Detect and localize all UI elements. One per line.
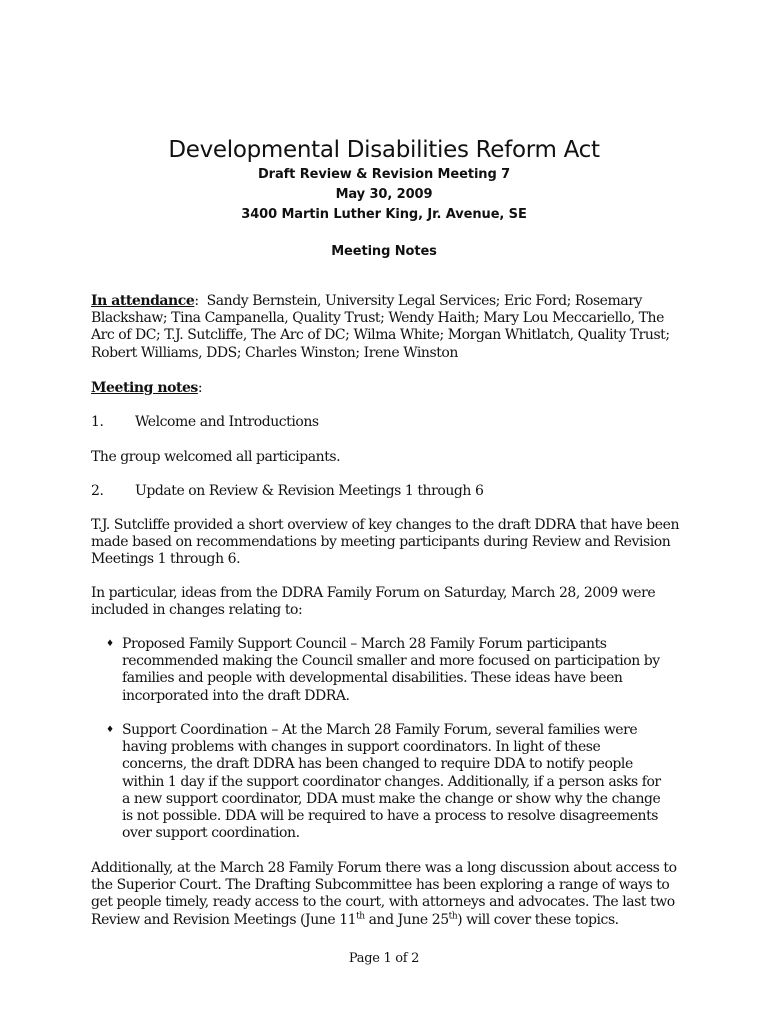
bullet-text: Proposed Family Support Council – March 28 Family Forum participants recommended making the Council smaller and more focused on participation by families and people with developmental disabilities. These ideas have been incorporated into the draft DDRA. [122, 636, 660, 704]
paragraph-text-b: and June 25 [364, 911, 449, 928]
document-subtitle: Draft Review & Revision Meeting 7 [257, 167, 511, 182]
attendance-paragraph [91, 293, 681, 362]
agenda-item-1-number: 1. [91, 414, 104, 430]
paragraph-text-a: Additionally, at the March 28 Family Forum there was a long discussion about access to the Superior Court. The Drafting Subcommittee has been exploring a range of ways to get people timely, ready access to the court, with attorneys and advocates. The last two Review and Revision Meetings (June 11 [91, 860, 677, 928]
meeting-notes-label: Meeting notes [91, 380, 198, 396]
document-title: Developmental Disabilities Reform Act [168, 137, 600, 163]
bullet-support-coordination [106, 722, 666, 842]
agenda-item-2-text: Update on Review & Revision Meetings 1 through 6 [135, 483, 484, 499]
superscript-th: th [448, 910, 458, 921]
paragraph-text-c: ) will cover these topics. [457, 911, 619, 928]
page-number: Page 1 of 2 [348, 951, 420, 966]
superscript-th: th [356, 910, 365, 921]
paragraph-welcome: The group welcomed all participants. [91, 449, 341, 465]
bullet-diamond-icon: ♦ [106, 725, 114, 735]
meeting-notes-colon: : [197, 380, 203, 396]
section-title: Meeting Notes [331, 244, 437, 259]
meeting-notes-heading [91, 380, 681, 397]
attendance-colon: : [194, 293, 199, 309]
bullet-text: Support Coordination – At the March 28 Family Forum, several families were having problems with changes in support coordinators. In light of these concerns, the draft DDRA has been changed to require DDA to notify people within 1 day if the support coordinator changes. Additionally, if a person asks for a new support coordinator, DDA must make the change or show why the change is not possible. DDA will be required to have a process to resolve disagreements over support coordination. [122, 722, 661, 842]
meeting-address: 3400 Martin Luther King, Jr. Avenue, SE [241, 207, 527, 222]
bullet-diamond-icon: ♦ [106, 639, 114, 649]
agenda-item-1-text: Welcome and Introductions [135, 414, 319, 430]
bullet-family-support-council [106, 636, 666, 705]
agenda-item-1 [91, 414, 681, 431]
attendance-label: In attendance [91, 293, 195, 309]
meeting-date: May 30, 2009 [335, 187, 433, 202]
attendance-list: Sandy Bernstein, University Legal Services; Eric Ford; Rosemary Blackshaw; Tina Campanella, Quality Trust; Wendy Haith; Mary Lou Meccariello, The Arc of DC; T.J. Sutcliffe, The Arc of DC; Wilma White; Morgan Whitlatch, Quality Trust; Robert Williams, DDS; Charles Winston; Irene Winston [91, 293, 670, 361]
paragraph-overview: T.J. Sutcliffe provided a short overview of key changes to the draft DDRA that have been made based on recommendations by meeting participants during Review and Revision Meetings 1 through 6. [91, 517, 680, 568]
agenda-item-2 [91, 483, 681, 500]
paragraph-superior-court [91, 860, 681, 929]
agenda-item-2-number: 2. [91, 483, 104, 499]
paragraph-family-forum: In particular, ideas from the DDRA Family Forum on Saturday, March 28, 2009 were included in changes relating to: [91, 585, 656, 619]
